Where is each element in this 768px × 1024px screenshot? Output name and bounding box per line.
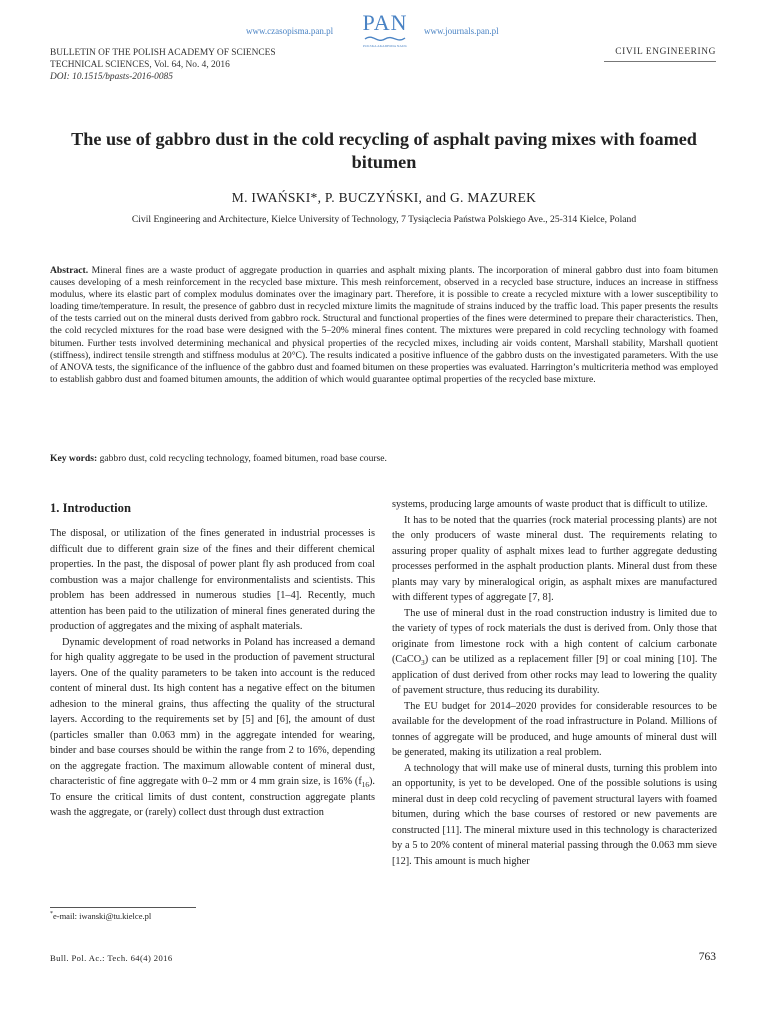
paragraph-text: ) can be utilized as a replacement filler [9] or coal mining [10]. The application of dust derived from other rocks may lead to lowering the quality of pavement structure, thus reducing its durability. bbox=[392, 654, 717, 696]
paragraph: A technology that will make use of mineral dusts, turning this problem into an opportunity, is yet to be developed. One of the possible solutions is using mineral dust in deep cold recycling of pavement structural layers with foamed bitumen, during which the base courses of restored or new pavements are constructed [11]. The mineral mixture used in this technology is characterized by a 5 to 20% content of mineral material passing through the 0.063 mm sieve [12]. This amount is much higher bbox=[392, 762, 717, 867]
paragraph: It has to be noted that the quarries (rock material processing plants) are not the only producers of waste mineral dust. The requirements relating to assuring proper quality of asphalt mixes lead to further aggregate dedusting processes performed in the asphalt production plants. Mineral dust from these plants may vary by mineralogical origin, as asphalt mixes are manufactured with different types of aggregate [7, 8]. bbox=[392, 514, 717, 603]
pan-logo-subtext: POLSKA AKADEMIA NAUK bbox=[363, 44, 407, 48]
paragraph: systems, producing large amounts of waste product that is difficult to utilize. bbox=[392, 499, 708, 510]
left-column bbox=[50, 498, 375, 821]
section-label: CIVIL ENGINEERING bbox=[615, 47, 716, 57]
paragraph bbox=[392, 606, 717, 699]
footnote-rule bbox=[50, 907, 196, 908]
subscript: 3 bbox=[421, 659, 425, 668]
header-url-right[interactable]: www.journals.pan.pl bbox=[424, 26, 499, 36]
journal-info bbox=[50, 47, 276, 83]
footnote-email[interactable]: e-mail: iwanski@tu.kielce.pl bbox=[52, 911, 152, 921]
paragraph bbox=[50, 635, 375, 821]
pan-logo-text: PAN bbox=[362, 10, 408, 35]
page-header bbox=[0, 12, 768, 52]
authors: M. IWAŃSKI*, P. BUCZYŃSKI, and G. MAZUREK bbox=[231, 190, 537, 205]
right-column bbox=[392, 497, 717, 869]
section-rule bbox=[604, 61, 716, 62]
pan-logo bbox=[356, 12, 414, 52]
header-url-left[interactable]: www.czasopisma.pan.pl bbox=[246, 26, 334, 36]
keywords-label: Key words: bbox=[50, 453, 98, 464]
abstract bbox=[50, 265, 718, 386]
keywords-text: gabbro dust, cold recycling technology, foamed bitumen, road base course. bbox=[99, 453, 387, 464]
abstract-text: Mineral fines are a waste product of aggregate production in quarries and asphalt mixing plants. The incorporation of mineral gabbro dust into foam bitumen causes developing of a mesh reinforcement in the recycled base mixture. This mesh reinforcement, observed in a recycled base structure, induces an increase in stiffness modulus, where its elastic part of complex modulus dominates over the imaginary part. Therefore, it is possible to create a recycled mixture with a lower susceptibility to loading time/temperature. In result, the presence of gabbro dust in recycled mixture limits the magnitude of strains induced by the traffic load. This paper presents the results of the tests carried out on the mineral dusts derived from gabbro rock. Structural and functional properties of the fines were determined to prepare their characteristics. Then, the cold recycled mixtures for the road base were designed with the 5–20% mineral fines content. The mixtures were prepared in cold recycling technology with foamed bitumen. Further tests involved determining mechanical and physical properties of the recycled mixes, including air voids content, Marshall stability, Marshall quotient (stiffness), indirect tensile strength and stiffness modulus at 20°C). The results indicated a positive influence of the gabbro dusts on the investigated parameters. With the use of ANOVA tests, the significance of the influence of the gabbro dust and foamed bitumen on these properties was evaluated. Harrington’s multicriteria method was employed to establish gabbro dust and foamed bitumen amounts, the addition of which would guarantee optimal properties of the recycled base mixture. bbox=[50, 265, 718, 385]
page-number: 763 bbox=[698, 951, 716, 963]
paragraph: The disposal, or utilization of the fines generated in industrial processes is difficult due to different grain size of the fines and their different chemical properties. In the past, the disposal of power plant fly ash produced from coal combustion was a major challenge for environmentalists and scientists. This problem has been addressed in numerous studies [1–4]. Recently, much attention has been paid to the utilization of mineral fines generated during the production of aggregates and the mixing of asphalt materials. bbox=[50, 528, 375, 632]
doi[interactable]: DOI: 10.1515/bpasts-2016-0085 bbox=[50, 72, 173, 82]
journal-name: BULLETIN OF THE POLISH ACADEMY OF SCIENCES bbox=[50, 48, 276, 58]
affiliation: Civil Engineering and Architecture, Kielce University of Technology, 7 Tysiąclecia Państwa Polskiego Ave., 25-314 Kielce, Poland bbox=[131, 214, 637, 225]
footnote bbox=[50, 911, 151, 921]
footnote-mark: * bbox=[50, 911, 53, 918]
citation: Bull. Pol. Ac.: Tech. 64(4) 2016 bbox=[50, 953, 173, 963]
paragraph-text: ). To ensure the critical limits of dust content, construction aggregate plants wash the aggregate, or (rarely) collect dust through dust extraction bbox=[50, 776, 375, 818]
subscript: 16 bbox=[361, 781, 369, 790]
abstract-label: Abstract. bbox=[50, 265, 89, 276]
keywords bbox=[50, 453, 718, 465]
paragraph: The EU budget for 2014–2020 provides for considerable resources to be available for the development of the road infrastructure in Poland. Millions of tonnes of aggregate will be produced, and huge amounts of mineral dust will be generated, making its utilization a real problem. bbox=[392, 700, 717, 758]
pan-logo-ribbon-icon bbox=[363, 34, 407, 43]
paragraph-text: Dynamic development of road networks in Poland has increased a demand for high quality aggregate to be used in the production of pavement structural layers. One of the quality parameters to be taken into account is the reduced content of mineral dust. Its high content has a negative effect on the bitumen adhesion to the mineral grains, thus affecting the quality of the structural layers. According to the requirements set by [5] and [6], the amount of dust (particles smaller than 0.063 mm) in the aggregate intended for wearing, binder and base courses should be within the range from 2 to 16%, depending on the aggregate fraction. The maximum allowable content of mineral dust, characteristic of fine aggregate with 0–2 mm or 4 mm grain size, is 16% (f bbox=[50, 636, 375, 787]
paragraph-text: The use of mineral dust in the road construction industry is limited due to the variety of types of rock materials the dust is derived from. Only those that originate from limestone rock with a high content of calcium carbonate (CaCO bbox=[392, 607, 717, 665]
journal-volume: TECHNICAL SCIENCES, Vol. 64, No. 4, 2016 bbox=[50, 60, 230, 70]
section-heading-introduction: 1. Introduction bbox=[50, 501, 131, 515]
article-title: The use of gabbro dust in the cold recycling of asphalt paving mixes with foamed bitumen bbox=[71, 129, 697, 172]
